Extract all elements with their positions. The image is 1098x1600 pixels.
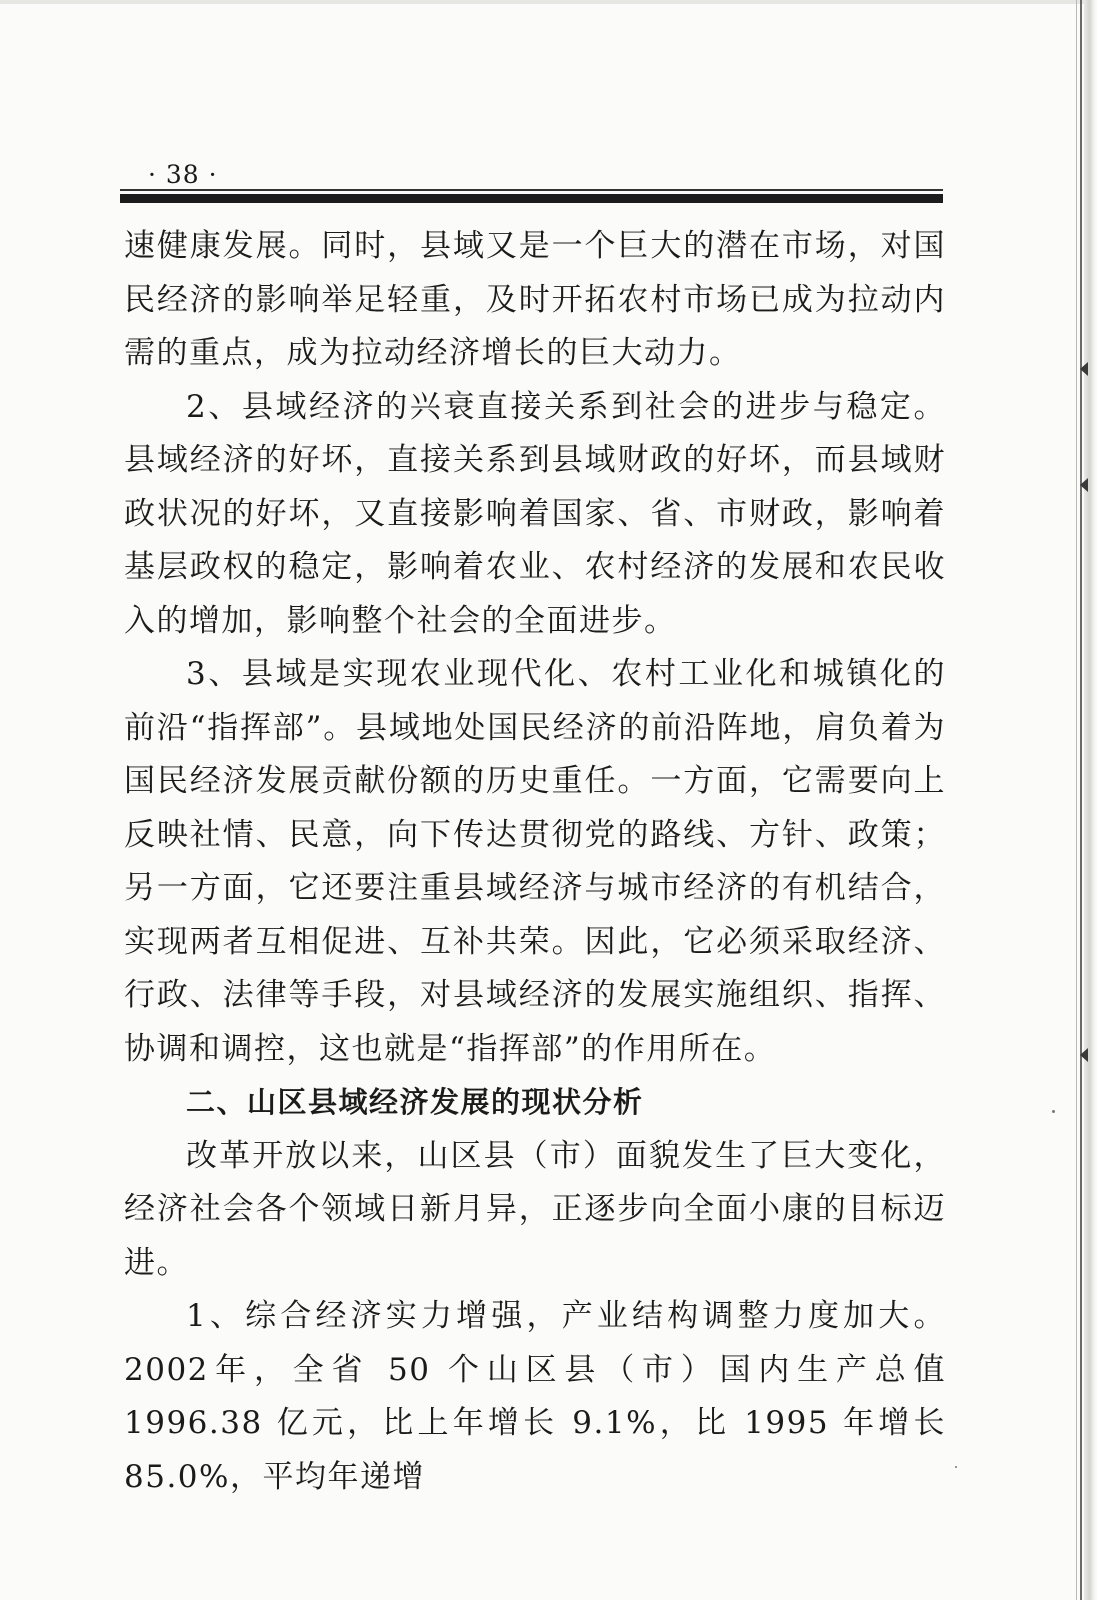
scan-speck — [1052, 1110, 1055, 1113]
paragraph-intro: 改革开放以来，山区县（市）面貌发生了巨大变化，经济社会各个领域日新月异，正逐步向全面小康的目标迈进。 — [124, 1137, 946, 1281]
body-text — [124, 220, 946, 1504]
paragraph-point-3: 3、县域是实现农业现代化、农村工业化和城镇化的前沿“指挥部”。县域地处国民经济的前沿阵地，肩负着为国民经济发展贡献份额的历史重任。一方面，它需要向上反映社情、民意，向下传达贯彻党的路线、方针、政策；另一方面，它还要注重县域经济与城市经济的有机结合，实现两者互相促进、互补共荣。因此，它必须采取经济、行政、法律等手段，对县域经济的发展实施组织、指挥、协调和调控，这也就是“指挥部”的作用所在。 — [124, 656, 946, 1067]
page-number: · 38 · — [148, 160, 218, 189]
page-top-edge — [0, 0, 1098, 4]
page-right-edge — [1084, 0, 1098, 1600]
scan-speck — [955, 1466, 957, 1468]
header-rule-thin — [120, 189, 943, 191]
paragraph-point-1: 1、综合经济实力增强，产业结构调整力度加大。2002年，全省 50 个山区县（市）国内生产总值 1996.38 亿元，比上年增长 9.1%，比 1995 年增长 85.0%，平均年递增 — [124, 1298, 946, 1495]
page-edge-line — [1080, 0, 1082, 1600]
page-edge-shadow — [1076, 0, 1077, 1600]
paragraph-continued: 速健康发展。同时，县域又是一个巨大的潜在市场，对国民经济的影响举足轻重，及时开拓农村市场已成为拉动内需的重点，成为拉动经济增长的巨大动力。 — [124, 228, 946, 371]
paragraph-point-2: 2、县域经济的兴衰直接关系到社会的进步与稳定。县域经济的好坏，直接关系到县域财政的好坏，而县域财政状况的好坏，又直接影响着国家、省、市财政，影响着基层政权的稳定，影响着农业、农村经济的发展和农民收入的增加，影响整个社会的全面进步。 — [124, 388, 946, 639]
header-rule — [120, 194, 943, 203]
section-heading: 二、山区县域经济发展的现状分析 — [186, 1085, 644, 1119]
